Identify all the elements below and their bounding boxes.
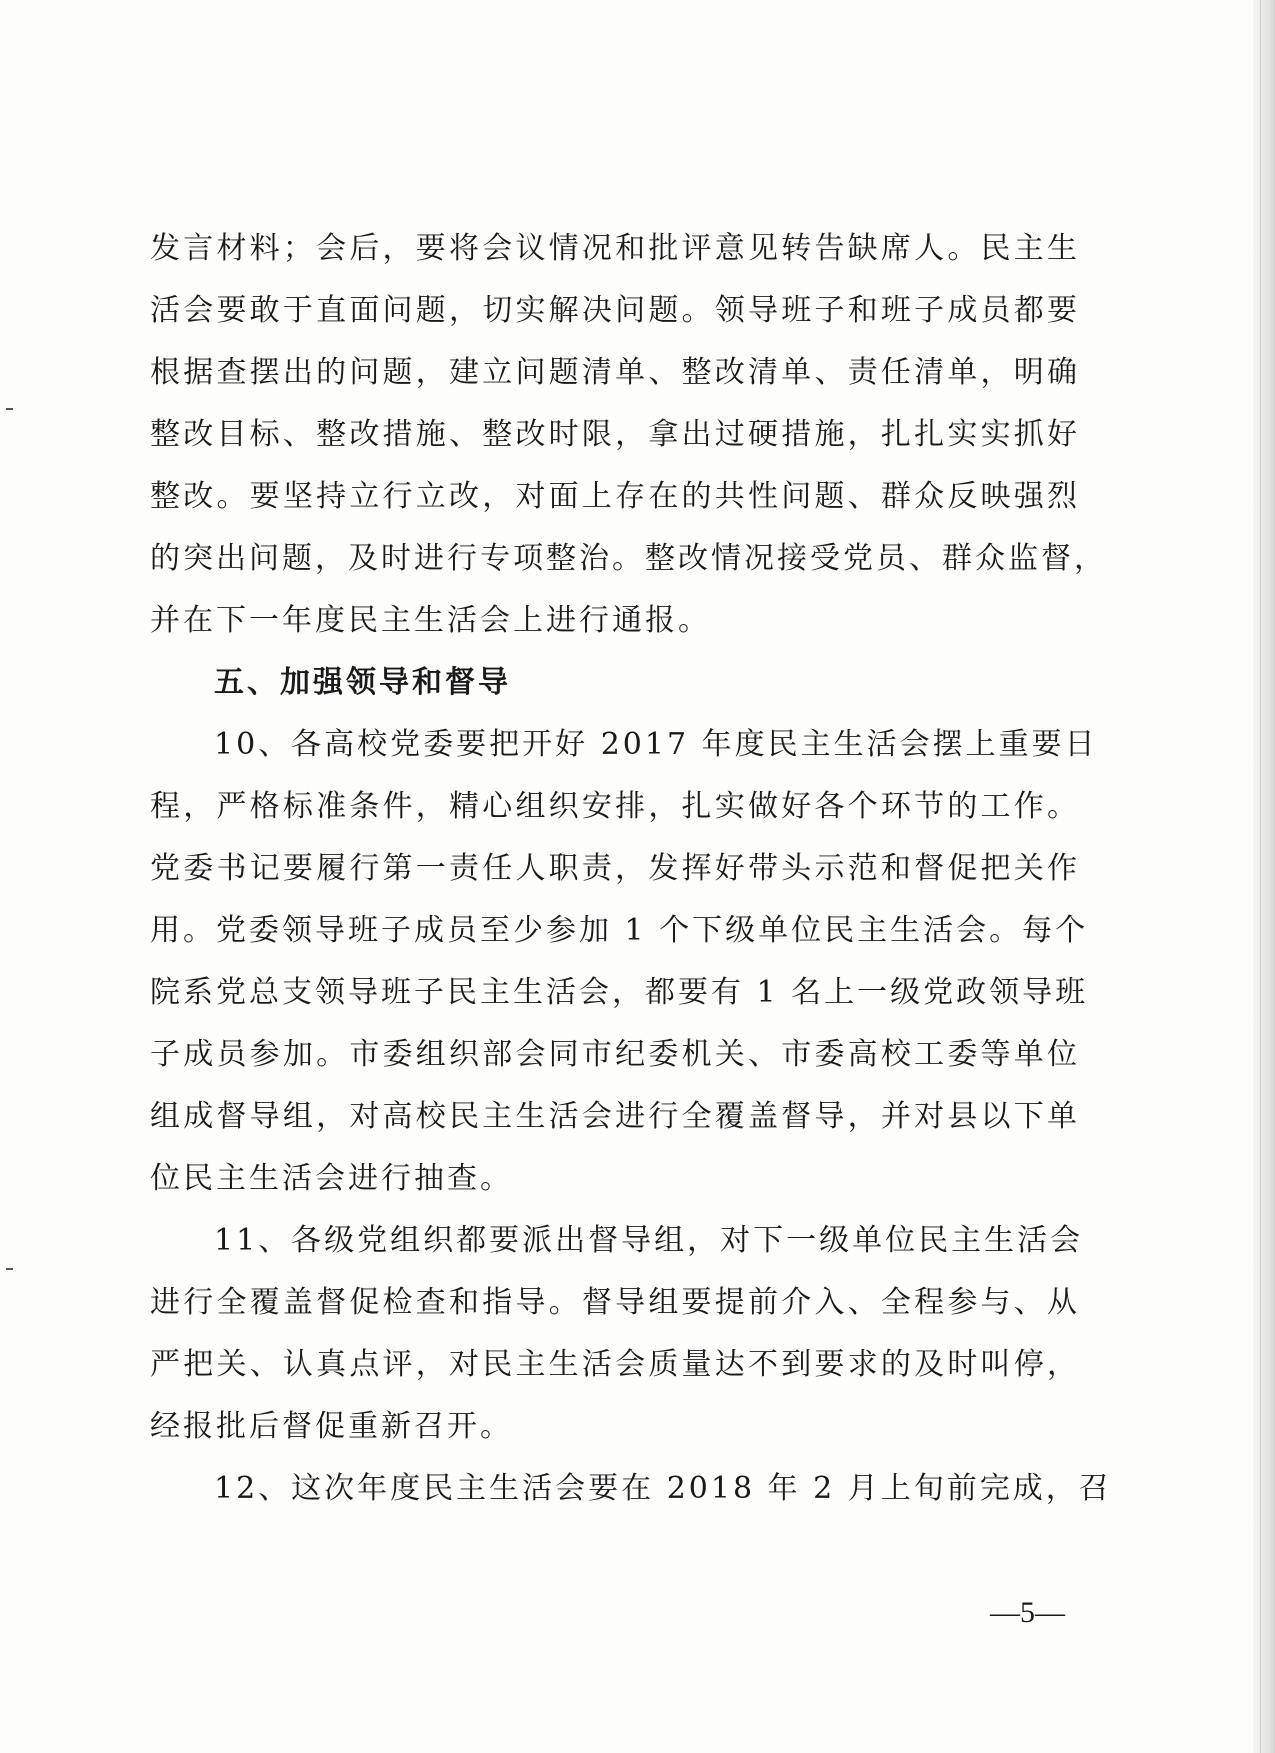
item-10-line: 子成员参加。市委组织部会同市纪委机关、市委高校工委等单位	[150, 1037, 1080, 1072]
text-line: 的突出问题，及时进行专项整治。整改情况接受党员、群众监督，	[150, 541, 1107, 576]
section-heading: 五、加强领导和督导	[214, 665, 511, 700]
page-number: —5—	[990, 1596, 1065, 1629]
item-10-line: 党委书记要履行第一责任人职责，发挥好带头示范和督促把关作	[150, 851, 1080, 886]
item-10-line: 组成督导组，对高校民主生活会进行全覆盖督导，并对县以下单	[150, 1099, 1080, 1134]
text-line: 活会要敢于直面问题，切实解决问题。领导班子和班子成员都要	[150, 293, 1080, 328]
document-body	[150, 218, 1112, 1520]
text-line: 并在下一年度民主生活会上进行通报。	[150, 603, 711, 638]
item-11-line: 经报批后督促重新召开。	[150, 1409, 513, 1444]
item-10-line: 院系党总支领导班子民主生活会，都要有 1 名上一级党政领导班	[150, 975, 1089, 1010]
text-line: 根据查摆出的问题，建立问题清单、整改清单、责任清单，明确	[150, 355, 1080, 390]
margin-mark	[6, 1268, 13, 1270]
scan-edge-line	[1260, 0, 1261, 1753]
item-11-line: 严把关、认真点评，对民主生活会质量达不到要求的及时叫停，	[150, 1347, 1080, 1382]
scan-edge	[1253, 0, 1275, 1753]
text-line: 整改。要坚持立行立改，对面上存在的共性问题、群众反映强烈	[150, 479, 1080, 514]
item-11-line: 进行全覆盖督促检查和指导。督导组要提前介入、全程参与、从	[150, 1285, 1080, 1320]
item-11-line: 11、各级党组织都要派出督导组，对下一级单位民主生活会	[214, 1223, 1084, 1258]
item-10-line: 10、各高校党委要把开好 2017 年度民主生活会摆上重要日	[214, 727, 1098, 762]
item-10-line: 位民主生活会进行抽查。	[150, 1161, 513, 1196]
item-10-line: 用。党委领导班子成员至少参加 1 个下级单位民主生活会。每个	[150, 913, 1089, 948]
item-10-line: 程，严格标准条件，精心组织安排，扎实做好各个环节的工作。	[150, 789, 1080, 824]
text-line: 整改目标、整改措施、整改时限，拿出过硬措施，扎扎实实抓好	[150, 417, 1080, 452]
text-line: 发言材料；会后，要将会议情况和批评意见转告缺席人。民主生	[150, 231, 1080, 266]
item-12-line: 12、这次年度民主生活会要在 2018 年 2 月上旬前完成，召	[214, 1471, 1112, 1506]
margin-mark	[6, 408, 13, 410]
